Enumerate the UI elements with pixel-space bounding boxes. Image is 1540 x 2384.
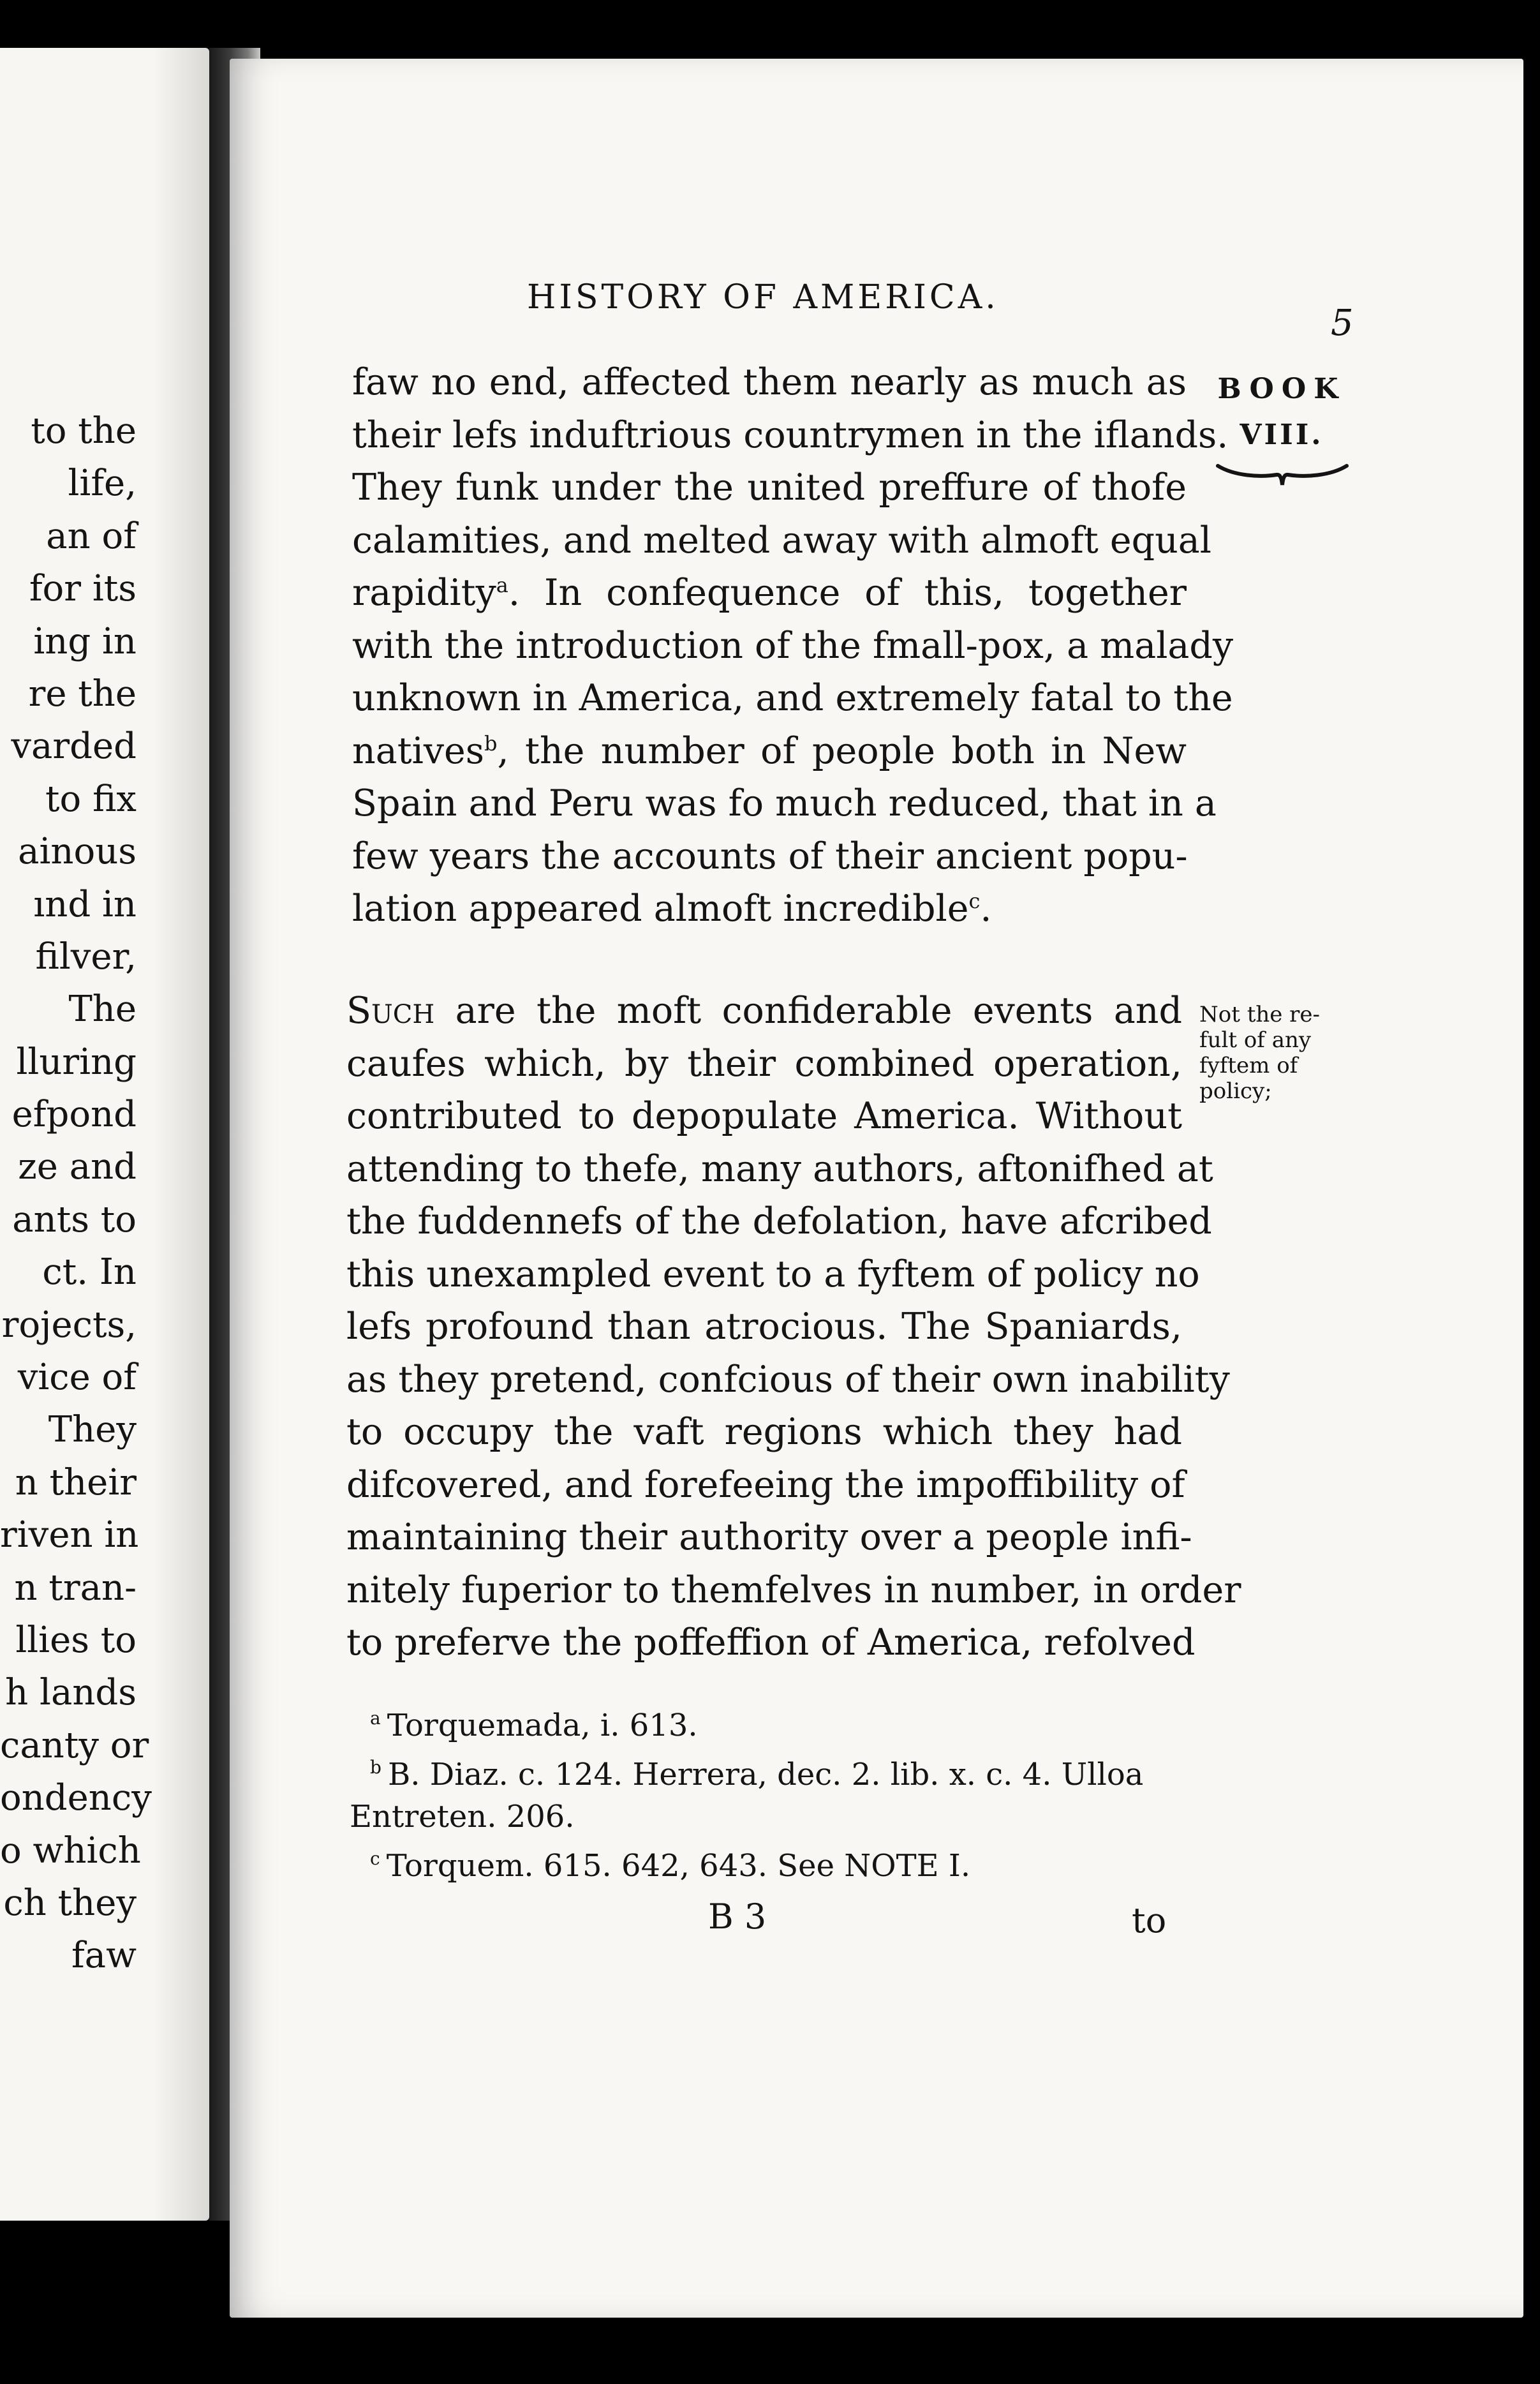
text-line (352, 883, 1187, 935)
footnote-ref: b (484, 731, 498, 756)
left-fragment-line: ınd in (33, 883, 137, 925)
marginal-note-line: policy; (1199, 1078, 1272, 1104)
left-fragment-line: for its (29, 568, 137, 610)
curly-brace-ornament (1215, 459, 1349, 489)
text-line: to occupy the vaft regions which they had (346, 1411, 1182, 1453)
text-line: faw no end, affected them nearly as much as (352, 361, 1187, 403)
text-line: as they pretend, confcious of their own inability (346, 1358, 1230, 1401)
footnote-mark: b (370, 1757, 381, 1778)
left-fragment-line: re the (28, 673, 137, 715)
left-fragment-line: ainous (18, 831, 137, 873)
text-line (352, 567, 1187, 620)
footnote-ref: c (968, 889, 981, 913)
text-line (346, 985, 1182, 1038)
text-line: They funk under the united preffure of thofe (352, 466, 1187, 509)
left-page-text-fragments (0, 405, 152, 1983)
left-facing-page (0, 48, 209, 2221)
text-run: . In confequence of this, together (508, 572, 1187, 614)
left-fragment-line: ct. In (42, 1251, 137, 1293)
text-run: . (980, 888, 992, 930)
left-fragment-line: to the (31, 410, 137, 452)
left-fragment-line: ing in (33, 620, 137, 662)
text-line: calamities, and melted away with almoft equal (352, 519, 1211, 562)
marginal-note-line: fyftem of (1199, 1053, 1298, 1078)
text-line: their lefs induftrious countrymen in the iflands. (352, 413, 1229, 456)
left-fragment-line: efpond (11, 1094, 137, 1136)
text-line: to preferve the poffeffion of America, refolved (346, 1621, 1196, 1664)
left-fragment-line: n their (15, 1461, 137, 1503)
running-title: HISTORY OF AMERICA. (527, 278, 999, 317)
book-label: BOOK (1217, 373, 1346, 405)
footnote-text: B. Diaz. c. 124. Herrera, dec. 2. lib. x. c. 4. Ulloa (387, 1757, 1144, 1792)
left-fragment-line: ze and (18, 1146, 137, 1188)
footnote-text: Torquem. 615. 642, 643. See NOTE I. (386, 1848, 971, 1884)
text-run: lation appeared almoft incredible (352, 888, 969, 930)
footnote-ref: a (496, 573, 508, 597)
left-fragment-line: rojects, (1, 1304, 137, 1346)
gutter-shadow (153, 48, 209, 2221)
text-line: maintaining their authority over a people infi- (346, 1516, 1192, 1558)
text-line: caufes which, by their combined operation, (346, 1042, 1182, 1085)
left-fragment-line: They (48, 1409, 137, 1451)
text-run: , the number of people both in New (497, 729, 1187, 772)
left-fragment-line: ants to (12, 1198, 137, 1240)
left-fragment-line: filver, (35, 935, 137, 978)
text-line: this unexampled event to a fyftem of policy no (346, 1253, 1200, 1295)
paragraph-1 (352, 356, 1234, 935)
left-fragment-line: llies to (15, 1619, 137, 1661)
text-run: rapidity (352, 572, 496, 614)
catchword: to (1132, 1900, 1167, 1941)
text-line: the fuddennefs of the defolation, have afcribed (346, 1200, 1212, 1242)
footnote-a (350, 1697, 1198, 1747)
left-fragment-line: h lands (5, 1672, 137, 1714)
marginal-note-line: Not the re- (1199, 1002, 1321, 1027)
text-run: are the moft confiderable events and (455, 990, 1183, 1032)
page-number: 5 (1331, 302, 1354, 344)
printer-signature-mark: B 3 (708, 1896, 767, 1937)
text-line: few years the accounts of their ancient popu- (352, 835, 1188, 877)
left-fragment-line: ondency (0, 1777, 152, 1819)
footnote-mark: a (370, 1708, 381, 1729)
text-line: contributed to depopulate America. Without (346, 1095, 1182, 1137)
paragraph-2 (346, 985, 1241, 1669)
marginal-note-line: fult of any (1199, 1027, 1312, 1053)
text-run: natives (352, 729, 485, 772)
footnote-b-continuation: Entreten. 206. (350, 1799, 575, 1835)
text-line: lefs profound than atrocious. The Spaniards, (346, 1306, 1182, 1348)
marginal-note (1199, 1002, 1340, 1104)
left-fragment-line: n tran- (14, 1567, 137, 1609)
left-fragment-line: riven in (0, 1514, 139, 1556)
footnote-text: Torquemada, i. 613. (387, 1708, 698, 1743)
text-line: nitely fuperior to themfelves in number, in order (346, 1568, 1241, 1611)
text-line: Spain and Peru was fo much reduced, that in a (352, 782, 1217, 824)
book-number: VIII. (1240, 419, 1324, 451)
left-fragment-line: canty or (0, 1724, 149, 1766)
left-fragment-line: ch they (3, 1882, 137, 1924)
left-fragment-line: The (68, 988, 137, 1031)
text-line: unknown in America, and extremely fatal to the (352, 677, 1233, 719)
text-line (352, 725, 1187, 778)
text-line: difcovered, and forefeeing the impoffibility of (346, 1463, 1185, 1506)
left-fragment-line: o which (0, 1829, 141, 1872)
footnote-b (350, 1747, 1198, 1796)
footnote-c (350, 1838, 1198, 1887)
left-fragment-line: vice of (17, 1357, 137, 1399)
left-fragment-line: to fix (45, 778, 137, 820)
left-fragment-line: life, (68, 463, 137, 505)
footnotes (350, 1697, 1198, 1887)
text-line: with the introduction of the fmall-pox, a malady (352, 624, 1234, 667)
left-fragment-line: lluring (16, 1041, 137, 1083)
text-line: attending to thefe, many authors, aftonifhed at (346, 1147, 1213, 1190)
left-fragment-line: an of (46, 515, 137, 557)
left-fragment-line: faw (71, 1935, 137, 1977)
footnote-mark: c (370, 1848, 380, 1869)
left-fragment-line: varded (11, 726, 137, 768)
small-caps-opening-word: Such (346, 990, 435, 1032)
